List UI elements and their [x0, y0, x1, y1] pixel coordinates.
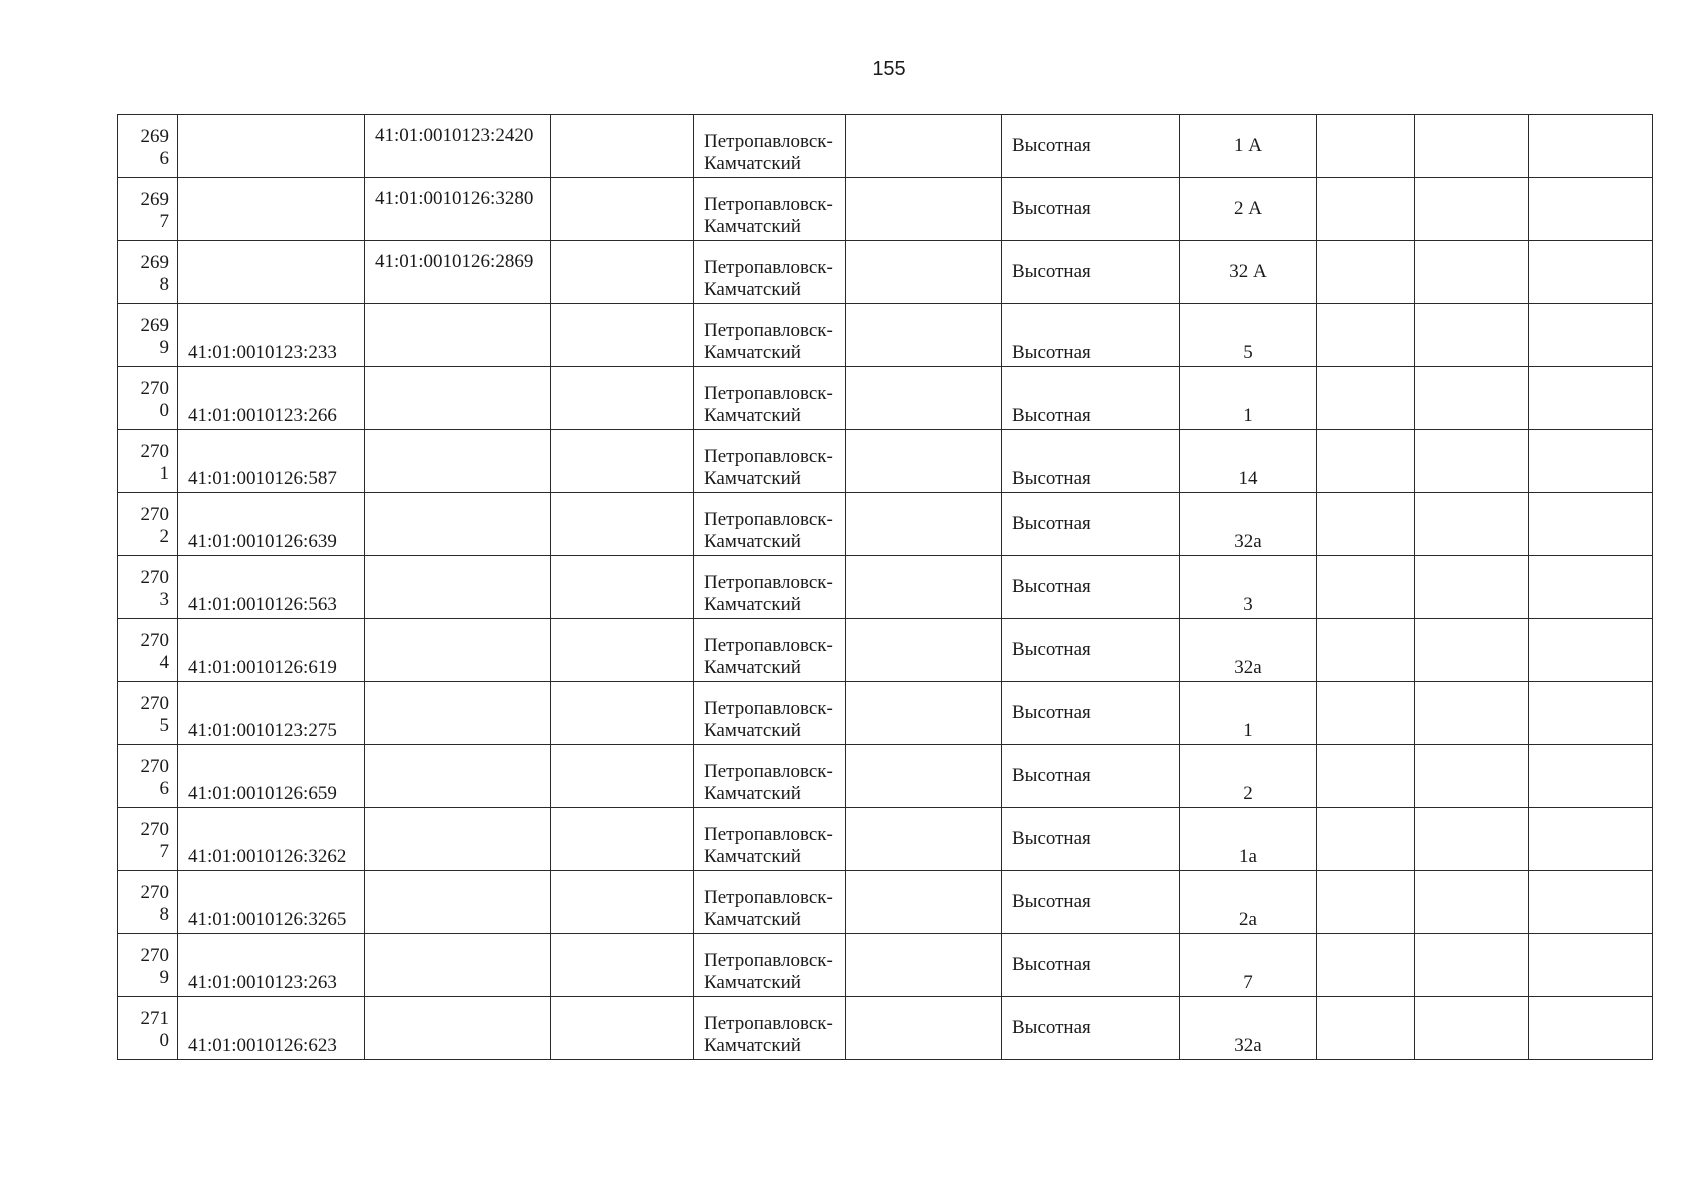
empty-cell	[1529, 304, 1653, 367]
table-row	[118, 493, 1653, 556]
row-number	[118, 871, 178, 934]
empty-cell	[1317, 745, 1415, 808]
row-number-part-2: 9	[159, 337, 169, 358]
house-number-cell: 1 А	[1180, 115, 1317, 178]
cadastral-number-b	[365, 619, 551, 682]
city-cell: Петропавловск-Камчатский	[694, 871, 846, 934]
row-number	[118, 556, 178, 619]
empty-cell	[1415, 871, 1529, 934]
empty-cell	[846, 430, 1002, 493]
empty-cell	[1317, 934, 1415, 997]
house-number-cell: 14	[1180, 430, 1317, 493]
table-row	[118, 115, 1653, 178]
empty-cell	[1529, 619, 1653, 682]
row-number-part-1: 269	[140, 252, 169, 273]
cadastral-number-a: 41:01:0010126:619	[178, 619, 365, 682]
cadastral-number-a: 41:01:0010126:3262	[178, 808, 365, 871]
city-cell: Петропавловск-Камчатский	[694, 808, 846, 871]
row-number-part-2: 7	[159, 211, 169, 232]
house-number-cell: 2	[1180, 745, 1317, 808]
row-number-part-1: 270	[140, 630, 169, 651]
row-number-part-1: 271	[140, 1008, 169, 1029]
row-number-part-1: 270	[140, 756, 169, 777]
cadastral-number-a: 41:01:0010123:275	[178, 682, 365, 745]
empty-cell	[551, 178, 694, 241]
empty-cell	[1529, 430, 1653, 493]
cadastral-number-a: 41:01:0010123:266	[178, 367, 365, 430]
empty-cell	[1317, 556, 1415, 619]
house-number-cell: 1а	[1180, 808, 1317, 871]
empty-cell	[846, 808, 1002, 871]
house-number-cell: 3	[1180, 556, 1317, 619]
row-number-part-1: 270	[140, 945, 169, 966]
cadastral-number-a: 41:01:0010123:263	[178, 934, 365, 997]
row-number-part-2: 9	[159, 967, 169, 988]
empty-cell	[551, 241, 694, 304]
empty-cell	[1317, 304, 1415, 367]
empty-cell	[1317, 241, 1415, 304]
row-number-part-2: 3	[159, 589, 169, 610]
empty-cell	[1529, 115, 1653, 178]
cadastral-number-b	[365, 997, 551, 1060]
cadastral-number-b: 41:01:0010123:2420	[365, 115, 551, 178]
empty-cell	[1529, 556, 1653, 619]
city-cell: Петропавловск-Камчатский	[694, 619, 846, 682]
table-row	[118, 430, 1653, 493]
street-cell: Высотная	[1002, 367, 1180, 430]
empty-cell	[1529, 493, 1653, 556]
empty-cell	[1415, 556, 1529, 619]
house-number-cell: 1	[1180, 367, 1317, 430]
city-cell: Петропавловск-Камчатский	[694, 997, 846, 1060]
city-cell: Петропавловск-Камчатский	[694, 304, 846, 367]
house-number-cell: 32 А	[1180, 241, 1317, 304]
empty-cell	[1529, 997, 1653, 1060]
city-cell: Петропавловск-Камчатский	[694, 682, 846, 745]
city-cell: Петропавловск-Камчатский	[694, 241, 846, 304]
cadastral-number-a: 41:01:0010126:587	[178, 430, 365, 493]
empty-cell	[1317, 493, 1415, 556]
empty-cell	[846, 745, 1002, 808]
cadastral-number-b: 41:01:0010126:3280	[365, 178, 551, 241]
row-number	[118, 745, 178, 808]
table-row	[118, 556, 1653, 619]
row-number-part-2: 7	[159, 841, 169, 862]
empty-cell	[846, 304, 1002, 367]
row-number	[118, 241, 178, 304]
street-cell: Высотная	[1002, 241, 1180, 304]
empty-cell	[1415, 115, 1529, 178]
row-number	[118, 367, 178, 430]
empty-cell	[1317, 808, 1415, 871]
city-cell: Петропавловск-Камчатский	[694, 367, 846, 430]
empty-cell	[1415, 430, 1529, 493]
empty-cell	[551, 493, 694, 556]
row-number-part-2: 1	[159, 463, 169, 484]
empty-cell	[1415, 745, 1529, 808]
registry-table	[117, 114, 1653, 1060]
house-number-cell: 32а	[1180, 619, 1317, 682]
house-number-cell: 32а	[1180, 493, 1317, 556]
empty-cell	[846, 115, 1002, 178]
empty-cell	[1415, 682, 1529, 745]
cadastral-number-b	[365, 934, 551, 997]
cadastral-number-b	[365, 682, 551, 745]
table-row	[118, 304, 1653, 367]
empty-cell	[1415, 934, 1529, 997]
row-number	[118, 178, 178, 241]
empty-cell	[551, 745, 694, 808]
empty-cell	[1317, 682, 1415, 745]
row-number-part-1: 270	[140, 378, 169, 399]
row-number	[118, 304, 178, 367]
cadastral-number-a	[178, 115, 365, 178]
empty-cell	[1317, 178, 1415, 241]
table-row	[118, 808, 1653, 871]
empty-cell	[846, 178, 1002, 241]
row-number-part-2: 4	[159, 652, 169, 673]
street-cell: Высотная	[1002, 178, 1180, 241]
empty-cell	[846, 493, 1002, 556]
empty-cell	[551, 430, 694, 493]
city-cell: Петропавловск-Камчатский	[694, 493, 846, 556]
street-cell: Высотная	[1002, 619, 1180, 682]
empty-cell	[846, 871, 1002, 934]
row-number-part-1: 269	[140, 189, 169, 210]
house-number-cell: 5	[1180, 304, 1317, 367]
house-number-cell: 2 А	[1180, 178, 1317, 241]
cadastral-number-b	[365, 430, 551, 493]
empty-cell	[551, 115, 694, 178]
empty-cell	[1317, 367, 1415, 430]
cadastral-number-a: 41:01:0010126:659	[178, 745, 365, 808]
table-row	[118, 682, 1653, 745]
street-cell: Высотная	[1002, 115, 1180, 178]
row-number-part-2: 0	[159, 1030, 169, 1051]
street-cell: Высотная	[1002, 934, 1180, 997]
street-cell: Высотная	[1002, 682, 1180, 745]
row-number-part-1: 270	[140, 567, 169, 588]
empty-cell	[1317, 430, 1415, 493]
cadastral-number-b	[365, 556, 551, 619]
empty-cell	[846, 241, 1002, 304]
empty-cell	[1415, 304, 1529, 367]
street-cell: Высотная	[1002, 745, 1180, 808]
empty-cell	[1317, 619, 1415, 682]
street-cell: Высотная	[1002, 304, 1180, 367]
cadastral-number-b	[365, 808, 551, 871]
cadastral-number-a	[178, 241, 365, 304]
cadastral-number-a	[178, 178, 365, 241]
empty-cell	[1317, 115, 1415, 178]
empty-cell	[1415, 997, 1529, 1060]
table-row	[118, 241, 1653, 304]
empty-cell	[846, 934, 1002, 997]
empty-cell	[1317, 997, 1415, 1060]
cadastral-number-b	[365, 871, 551, 934]
empty-cell	[551, 934, 694, 997]
registry-table-body	[118, 115, 1653, 1060]
cadastral-number-a: 41:01:0010126:639	[178, 493, 365, 556]
empty-cell	[1317, 871, 1415, 934]
row-number-part-2: 8	[159, 904, 169, 925]
street-cell: Высотная	[1002, 556, 1180, 619]
row-number	[118, 430, 178, 493]
empty-cell	[1529, 682, 1653, 745]
row-number-part-2: 0	[159, 400, 169, 421]
city-cell: Петропавловск-Камчатский	[694, 430, 846, 493]
table-row	[118, 871, 1653, 934]
empty-cell	[1415, 241, 1529, 304]
empty-cell	[1415, 178, 1529, 241]
table-row	[118, 745, 1653, 808]
empty-cell	[846, 682, 1002, 745]
table-row	[118, 367, 1653, 430]
empty-cell	[1529, 871, 1653, 934]
row-number-part-2: 6	[159, 778, 169, 799]
cadastral-number-b: 41:01:0010126:2869	[365, 241, 551, 304]
cadastral-number-a: 41:01:0010123:233	[178, 304, 365, 367]
city-cell: Петропавловск-Камчатский	[694, 556, 846, 619]
row-number-part-2: 5	[159, 715, 169, 736]
empty-cell	[846, 619, 1002, 682]
empty-cell	[1415, 367, 1529, 430]
row-number	[118, 619, 178, 682]
house-number-cell: 1	[1180, 682, 1317, 745]
empty-cell	[1529, 367, 1653, 430]
cadastral-number-b	[365, 745, 551, 808]
house-number-cell: 7	[1180, 934, 1317, 997]
row-number-part-2: 2	[159, 526, 169, 547]
empty-cell	[551, 808, 694, 871]
empty-cell	[846, 997, 1002, 1060]
empty-cell	[551, 304, 694, 367]
row-number-part-1: 270	[140, 882, 169, 903]
empty-cell	[1415, 493, 1529, 556]
row-number	[118, 934, 178, 997]
row-number-part-1: 270	[140, 441, 169, 462]
empty-cell	[551, 619, 694, 682]
empty-cell	[1415, 808, 1529, 871]
empty-cell	[1415, 619, 1529, 682]
empty-cell	[551, 367, 694, 430]
row-number	[118, 682, 178, 745]
empty-cell	[846, 556, 1002, 619]
empty-cell	[1529, 808, 1653, 871]
cadastral-number-b	[365, 493, 551, 556]
city-cell: Петропавловск-Камчатский	[694, 115, 846, 178]
table-row	[118, 934, 1653, 997]
empty-cell	[551, 682, 694, 745]
row-number-part-1: 270	[140, 693, 169, 714]
row-number-part-1: 269	[140, 126, 169, 147]
table-row	[118, 178, 1653, 241]
row-number	[118, 115, 178, 178]
empty-cell	[846, 367, 1002, 430]
empty-cell	[551, 997, 694, 1060]
row-number-part-2: 6	[159, 148, 169, 169]
table-row	[118, 619, 1653, 682]
row-number	[118, 808, 178, 871]
empty-cell	[551, 871, 694, 934]
city-cell: Петропавловск-Камчатский	[694, 934, 846, 997]
page-number: 155	[872, 58, 906, 80]
row-number	[118, 997, 178, 1060]
empty-cell	[1529, 178, 1653, 241]
city-cell: Петропавловск-Камчатский	[694, 178, 846, 241]
street-cell: Высотная	[1002, 493, 1180, 556]
house-number-cell: 32а	[1180, 997, 1317, 1060]
empty-cell	[1529, 934, 1653, 997]
empty-cell	[1529, 241, 1653, 304]
city-cell: Петропавловск-Камчатский	[694, 745, 846, 808]
empty-cell	[1529, 745, 1653, 808]
row-number-part-1: 269	[140, 315, 169, 336]
street-cell: Высотная	[1002, 871, 1180, 934]
row-number-part-1: 270	[140, 819, 169, 840]
cadastral-number-a: 41:01:0010126:623	[178, 997, 365, 1060]
cadastral-number-b	[365, 304, 551, 367]
row-number-part-2: 8	[159, 274, 169, 295]
cadastral-number-a: 41:01:0010126:563	[178, 556, 365, 619]
house-number-cell: 2а	[1180, 871, 1317, 934]
cadastral-number-a: 41:01:0010126:3265	[178, 871, 365, 934]
cadastral-number-b	[365, 367, 551, 430]
street-cell: Высотная	[1002, 808, 1180, 871]
table-row	[118, 997, 1653, 1060]
street-cell: Высотная	[1002, 430, 1180, 493]
empty-cell	[551, 556, 694, 619]
row-number	[118, 493, 178, 556]
street-cell: Высотная	[1002, 997, 1180, 1060]
row-number-part-1: 270	[140, 504, 169, 525]
